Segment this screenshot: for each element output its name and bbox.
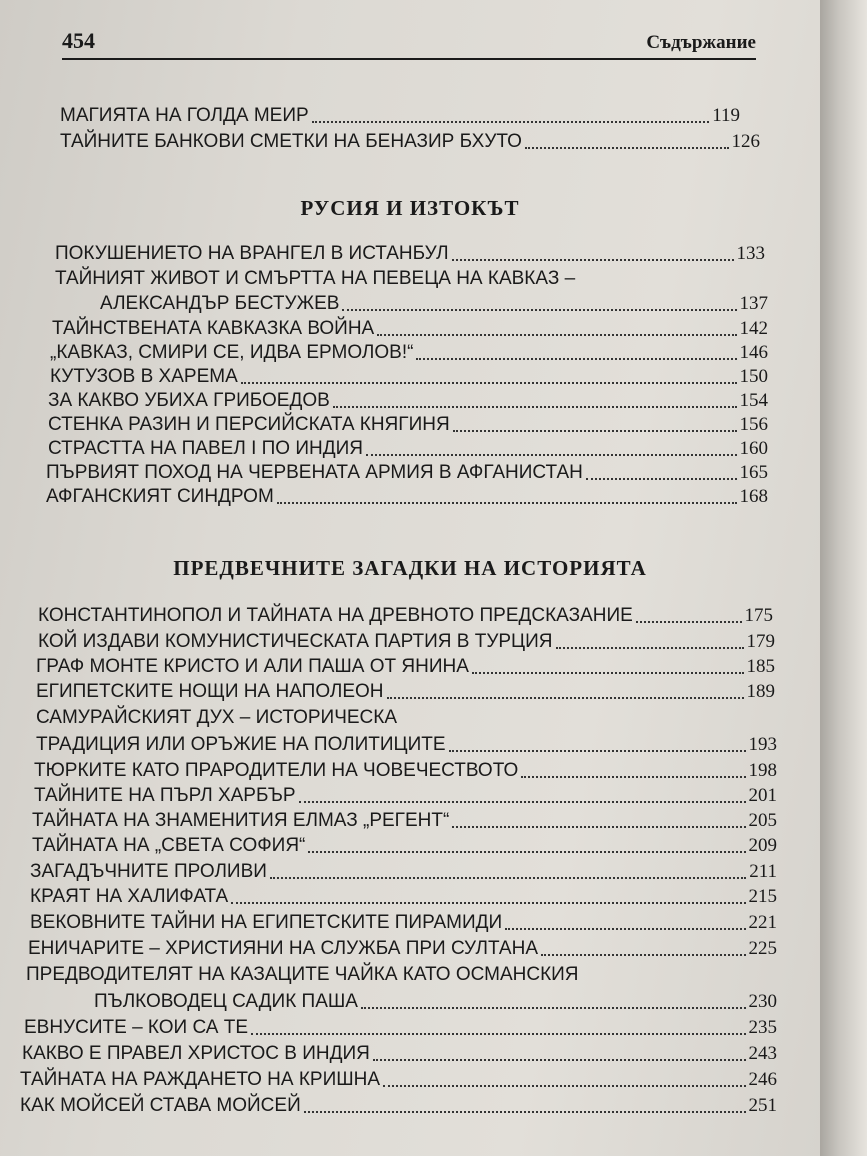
toc-entry-page: 205 [748, 810, 777, 831]
toc-entry-title: КОНСТАНТИНОПОЛ И ТАЙНАТА НА ДРЕВНОТО ПРЕДСКАЗАНИЕ [38, 605, 633, 626]
toc-entry-page: 201 [748, 785, 777, 806]
toc-entry-page: 230 [748, 991, 777, 1012]
toc-entry-page: 133 [736, 243, 765, 264]
toc-entry-page: 189 [746, 681, 775, 702]
dot-leader [541, 953, 745, 956]
toc-entry-page: 246 [748, 1069, 777, 1090]
toc-entry [50, 341, 768, 365]
dot-leader [304, 1110, 746, 1113]
toc-entry-title: ЕНИЧАРИТЕ – ХРИСТИЯНИ НА СЛУЖБА ПРИ СУЛТАНА [28, 938, 539, 959]
dot-leader [556, 646, 744, 649]
dot-leader [472, 671, 744, 674]
toc-entry [36, 733, 777, 757]
toc-entry-page: 225 [748, 938, 777, 959]
toc-entry-page: 165 [739, 462, 768, 483]
toc-entry-page: 154 [739, 390, 768, 411]
page-number: 454 [62, 28, 95, 53]
running-title: Съдържание [646, 32, 756, 53]
dot-leader [333, 405, 737, 408]
toc-entry-page: 142 [739, 318, 768, 339]
toc-entry [28, 937, 777, 961]
toc-entry [38, 630, 775, 654]
toc-entry [24, 1016, 777, 1040]
dot-leader [241, 381, 737, 384]
dot-leader [505, 927, 745, 930]
toc-entry-title: „КАВКАЗ, СМИРИ СЕ, ИДВА ЕРМОЛОВ!“ [50, 342, 414, 363]
toc-entry [22, 1042, 777, 1066]
toc-entry [30, 885, 777, 909]
toc-entry-title: ТАЙНАТА НА ЗНАМЕНИТИЯ ЕЛМАЗ „РЕГЕНТ“ [32, 810, 450, 831]
toc-entry-title: ПРЕДВОДИТЕЛЯТ НА КАЗАЦИТЕ ЧАЙКА КАТО ОСМАНСКИЯ [26, 964, 579, 985]
toc-entry-page: 221 [748, 912, 777, 933]
dot-leader [636, 620, 742, 623]
dot-leader [342, 308, 736, 311]
toc-entry-page: 215 [748, 886, 777, 907]
toc-entry [60, 104, 740, 128]
section-title-mysteries: ПРЕДВЕЧНИТЕ ЗАГАДКИ НА ИСТОРИЯТА [173, 556, 647, 580]
toc-entry-title: ТЮРКИТЕ КАТО ПРАРОДИТЕЛИ НА ЧОВЕЧЕСТВОТО [34, 760, 519, 781]
dot-leader [383, 1084, 745, 1087]
toc-entry [48, 437, 768, 461]
toc-entry-title: ЗА КАКВО УБИХА ГРИБОЕДОВ [48, 390, 330, 411]
toc-entry-page: 119 [712, 105, 740, 126]
book-gutter [820, 0, 867, 1156]
dot-leader [521, 775, 745, 778]
dot-leader [270, 876, 746, 879]
toc-entry-title: ПОКУШЕНИЕТО НА ВРАНГЕЛ В ИСТАНБУЛ [55, 243, 449, 264]
toc-entry-page: 168 [739, 486, 768, 507]
toc-entry-page: 193 [748, 734, 777, 755]
toc-entry-page: 156 [739, 414, 768, 435]
dot-leader [366, 453, 737, 456]
toc-entry-title: ПЪЛКОВОДЕЦ САДИК ПАША [94, 991, 358, 1012]
toc-entry-title: КАКВО Е ПРАВЕЛ ХРИСТОС В ИНДИЯ [22, 1043, 370, 1064]
toc-entry-page: 175 [744, 605, 773, 626]
toc-entry [55, 242, 765, 266]
toc-entry-title: КАК МОЙСЕЙ СТАВА МОЙСЕЙ [20, 1095, 301, 1116]
toc-entry [20, 1094, 777, 1118]
toc-entry-page: 185 [746, 656, 775, 677]
toc-entry-page: 137 [739, 293, 768, 314]
toc-entry-title: ГРАФ МОНТЕ КРИСТО И АЛИ ПАША ОТ ЯНИНА [36, 656, 469, 677]
toc-entry [30, 911, 777, 935]
toc-entry-title: АФГАНСКИЯТ СИНДРОМ [46, 486, 274, 507]
toc-entry-page: 243 [748, 1043, 777, 1064]
toc-entry [34, 784, 777, 808]
toc-entry-title: ТАЙНИЯТ ЖИВОТ И СМЪРТТА НА ПЕВЕЦА НА КАВКАЗ – [55, 268, 576, 289]
dot-leader [452, 825, 745, 828]
toc-entry-title: ТАЙНСТВЕНАТА КАВКАЗКА ВОЙНА [52, 318, 375, 339]
dot-leader [312, 120, 710, 123]
dot-leader [416, 357, 736, 360]
toc-entry [46, 485, 768, 509]
toc-entry [20, 1068, 777, 1092]
toc-entry-page: 198 [748, 760, 777, 781]
toc-entry-title: ЕВНУСИТЕ – КОИ СА ТЕ [24, 1017, 249, 1038]
dot-leader [251, 1032, 745, 1035]
toc-entry-title: КОЙ ИЗДАВИ КОМУНИСТИЧЕСКАТА ПАРТИЯ В ТУРЦИЯ [38, 631, 553, 652]
toc-entry-page: 160 [739, 438, 768, 459]
toc-entry [36, 680, 775, 704]
toc-entry-page: 126 [731, 131, 760, 152]
toc-entry-title: САМУРАЙСКИЯТ ДУХ – ИСТОРИЧЕСКА [36, 707, 398, 728]
toc-entry-title: СТРАСТТА НА ПАВЕЛ I ПО ИНДИЯ [48, 438, 363, 459]
toc-entry [48, 413, 768, 437]
toc-entry-title: ТАЙНАТА НА „СВЕТА СОФИЯ“ [32, 835, 306, 856]
dot-leader [361, 1006, 746, 1009]
dot-leader [377, 333, 736, 336]
toc-entry [48, 389, 768, 413]
toc-entry-page: 211 [749, 861, 777, 882]
toc-entry-title: ТАЙНИТЕ НА ПЪРЛ ХАРБЪР [34, 785, 296, 806]
toc-entry [46, 461, 768, 485]
toc-entry [52, 317, 768, 341]
toc-entry-page: 209 [748, 835, 777, 856]
dot-leader [387, 696, 744, 699]
toc-entry-title: ТРАДИЦИЯ ИЛИ ОРЪЖИЕ НА ПОЛИТИЦИТЕ [36, 734, 446, 755]
dot-leader [308, 850, 745, 853]
dot-leader [277, 501, 737, 504]
toc-entry-title: МАГИЯТА НА ГОЛДА МЕИР [60, 105, 309, 126]
dot-leader [586, 477, 737, 480]
toc-entry-title: ТАЙНИТЕ БАНКОВИ СМЕТКИ НА БЕНАЗИР БХУТО [60, 131, 522, 152]
toc-entry [32, 809, 777, 833]
toc-entry-title: КУТУЗОВ В ХАРЕМА [50, 366, 238, 387]
toc-entry-title: АЛЕКСАНДЪР БЕСТУЖЕВ [100, 293, 340, 314]
toc-entry [30, 860, 777, 884]
dot-leader [449, 749, 746, 752]
toc-entry-page: 251 [748, 1095, 777, 1116]
dot-leader [453, 429, 737, 432]
toc-entry [34, 759, 777, 783]
toc-entry-title: СТЕНКА РАЗИН И ПЕРСИЙСКАТА КНЯГИНЯ [48, 414, 450, 435]
toc-entry [38, 604, 773, 628]
toc-entry-title: КРАЯТ НА ХАЛИФАТА [30, 886, 229, 907]
toc-entry-title: ВЕКОВНИТЕ ТАЙНИ НА ЕГИПЕТСКИТЕ ПИРАМИДИ [30, 912, 503, 933]
toc-entry [100, 292, 768, 316]
dot-leader [373, 1058, 746, 1061]
page-header [62, 26, 756, 60]
toc-entry [60, 130, 760, 154]
toc-entry-title: ЕГИПЕТСКИТЕ НОЩИ НА НАПОЛЕОН [36, 681, 384, 702]
toc-entry-page: 179 [746, 631, 775, 652]
dot-leader [525, 146, 729, 149]
dot-leader [299, 800, 746, 803]
toc-entry-title: ЗАГАДЪЧНИТЕ ПРОЛИВИ [30, 861, 267, 882]
toc-entry-title: ПЪРВИЯТ ПОХОД НА ЧЕРВЕНАТА АРМИЯ В АФГАНИСТАН [46, 462, 583, 483]
toc-entry-page: 235 [748, 1017, 777, 1038]
toc-entry-page: 150 [739, 366, 768, 387]
toc-entry [94, 990, 777, 1014]
toc-entry [50, 365, 768, 389]
section-title-russia: РУСИЯ И ИЗТОКЪТ [300, 196, 520, 220]
toc-entry-title: ТАЙНАТА НА РАЖДАНЕТО НА КРИШНА [20, 1069, 381, 1090]
dot-leader [231, 901, 745, 904]
dot-leader [452, 258, 734, 261]
toc-entry [36, 655, 775, 679]
toc-entry [32, 834, 777, 858]
toc-entry-page: 146 [739, 342, 768, 363]
